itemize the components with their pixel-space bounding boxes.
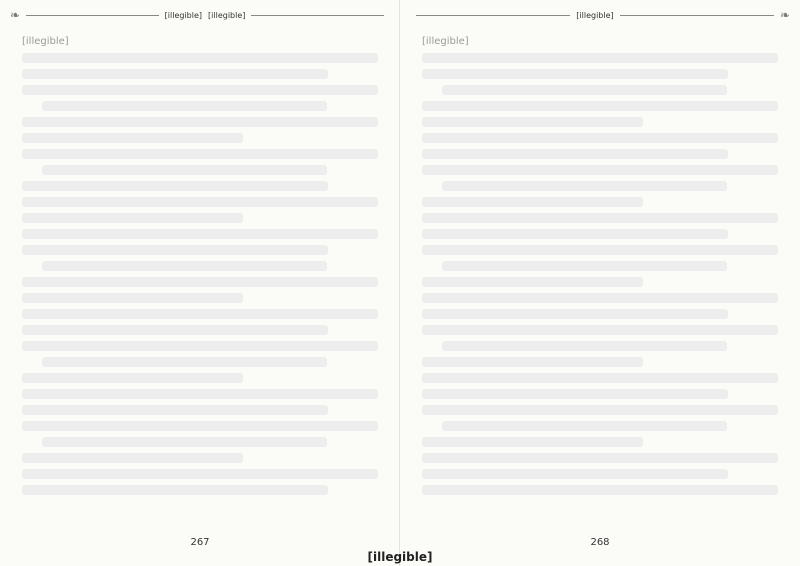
text-line — [22, 133, 243, 143]
text-line — [422, 293, 778, 303]
text-line — [22, 245, 328, 255]
text-line — [422, 69, 728, 79]
text-line — [422, 373, 778, 383]
text-line — [422, 309, 728, 319]
text-line — [422, 133, 778, 143]
text-line — [22, 213, 243, 223]
text-line — [22, 373, 243, 383]
text-line — [422, 437, 643, 447]
text-line — [422, 485, 778, 495]
text-line — [422, 357, 643, 367]
left-page-content — [22, 28, 378, 522]
text-line — [42, 261, 327, 271]
left-header-rule — [26, 15, 159, 16]
right-page-content — [422, 28, 778, 522]
text-line — [42, 357, 327, 367]
text-line — [22, 181, 328, 191]
text-line — [22, 53, 378, 63]
text-line — [22, 229, 378, 239]
text-line — [422, 325, 778, 335]
text-line — [22, 149, 378, 159]
text-line — [422, 213, 778, 223]
text-line — [42, 437, 327, 447]
page-footer: [illegible] — [367, 550, 433, 564]
text-line — [22, 421, 378, 431]
text-line — [422, 389, 728, 399]
text-line — [22, 277, 378, 287]
text-line — [22, 341, 378, 351]
right-page-header — [410, 6, 790, 24]
text-line — [42, 101, 327, 111]
text-line — [422, 453, 778, 463]
text-line — [22, 293, 243, 303]
left-header-section: [illegible] — [208, 10, 246, 20]
text-line — [22, 469, 378, 479]
left-content-placeholder: [illegible] — [22, 36, 69, 47]
text-line — [22, 485, 328, 495]
text-line — [22, 69, 328, 79]
text-line — [442, 181, 727, 191]
right-page — [400, 0, 800, 566]
text-line — [422, 277, 643, 287]
text-line — [22, 389, 378, 399]
text-line — [22, 85, 378, 95]
text-line — [422, 53, 778, 63]
text-line — [422, 197, 643, 207]
text-line — [22, 405, 328, 415]
text-line — [442, 261, 727, 271]
text-line — [422, 405, 778, 415]
right-content-placeholder: [illegible] — [422, 36, 469, 47]
text-line — [22, 117, 378, 127]
text-line — [422, 101, 778, 111]
left-page-number: 267 — [190, 537, 210, 548]
left-header-rule-2 — [251, 15, 384, 16]
text-line — [22, 197, 378, 207]
text-line — [442, 341, 727, 351]
text-line — [22, 453, 243, 463]
text-line — [422, 469, 728, 479]
right-page-number: 268 — [590, 537, 610, 548]
left-page-header — [10, 6, 390, 24]
text-line — [422, 229, 728, 239]
right-header-rule-2 — [620, 15, 774, 16]
right-header-title: [illegible] — [576, 10, 614, 20]
text-line — [42, 165, 327, 175]
text-line — [22, 309, 378, 319]
text-line — [422, 165, 778, 175]
left-header-chapter: [illegible] — [164, 10, 203, 20]
text-line — [442, 85, 727, 95]
leaf-icon: ❧ — [779, 8, 791, 22]
right-header-rule — [416, 15, 570, 16]
text-line — [422, 149, 728, 159]
text-line — [422, 117, 643, 127]
text-line — [422, 245, 778, 255]
leaf-icon: ❧ — [10, 8, 21, 22]
text-line — [22, 325, 328, 335]
text-line — [442, 421, 727, 431]
